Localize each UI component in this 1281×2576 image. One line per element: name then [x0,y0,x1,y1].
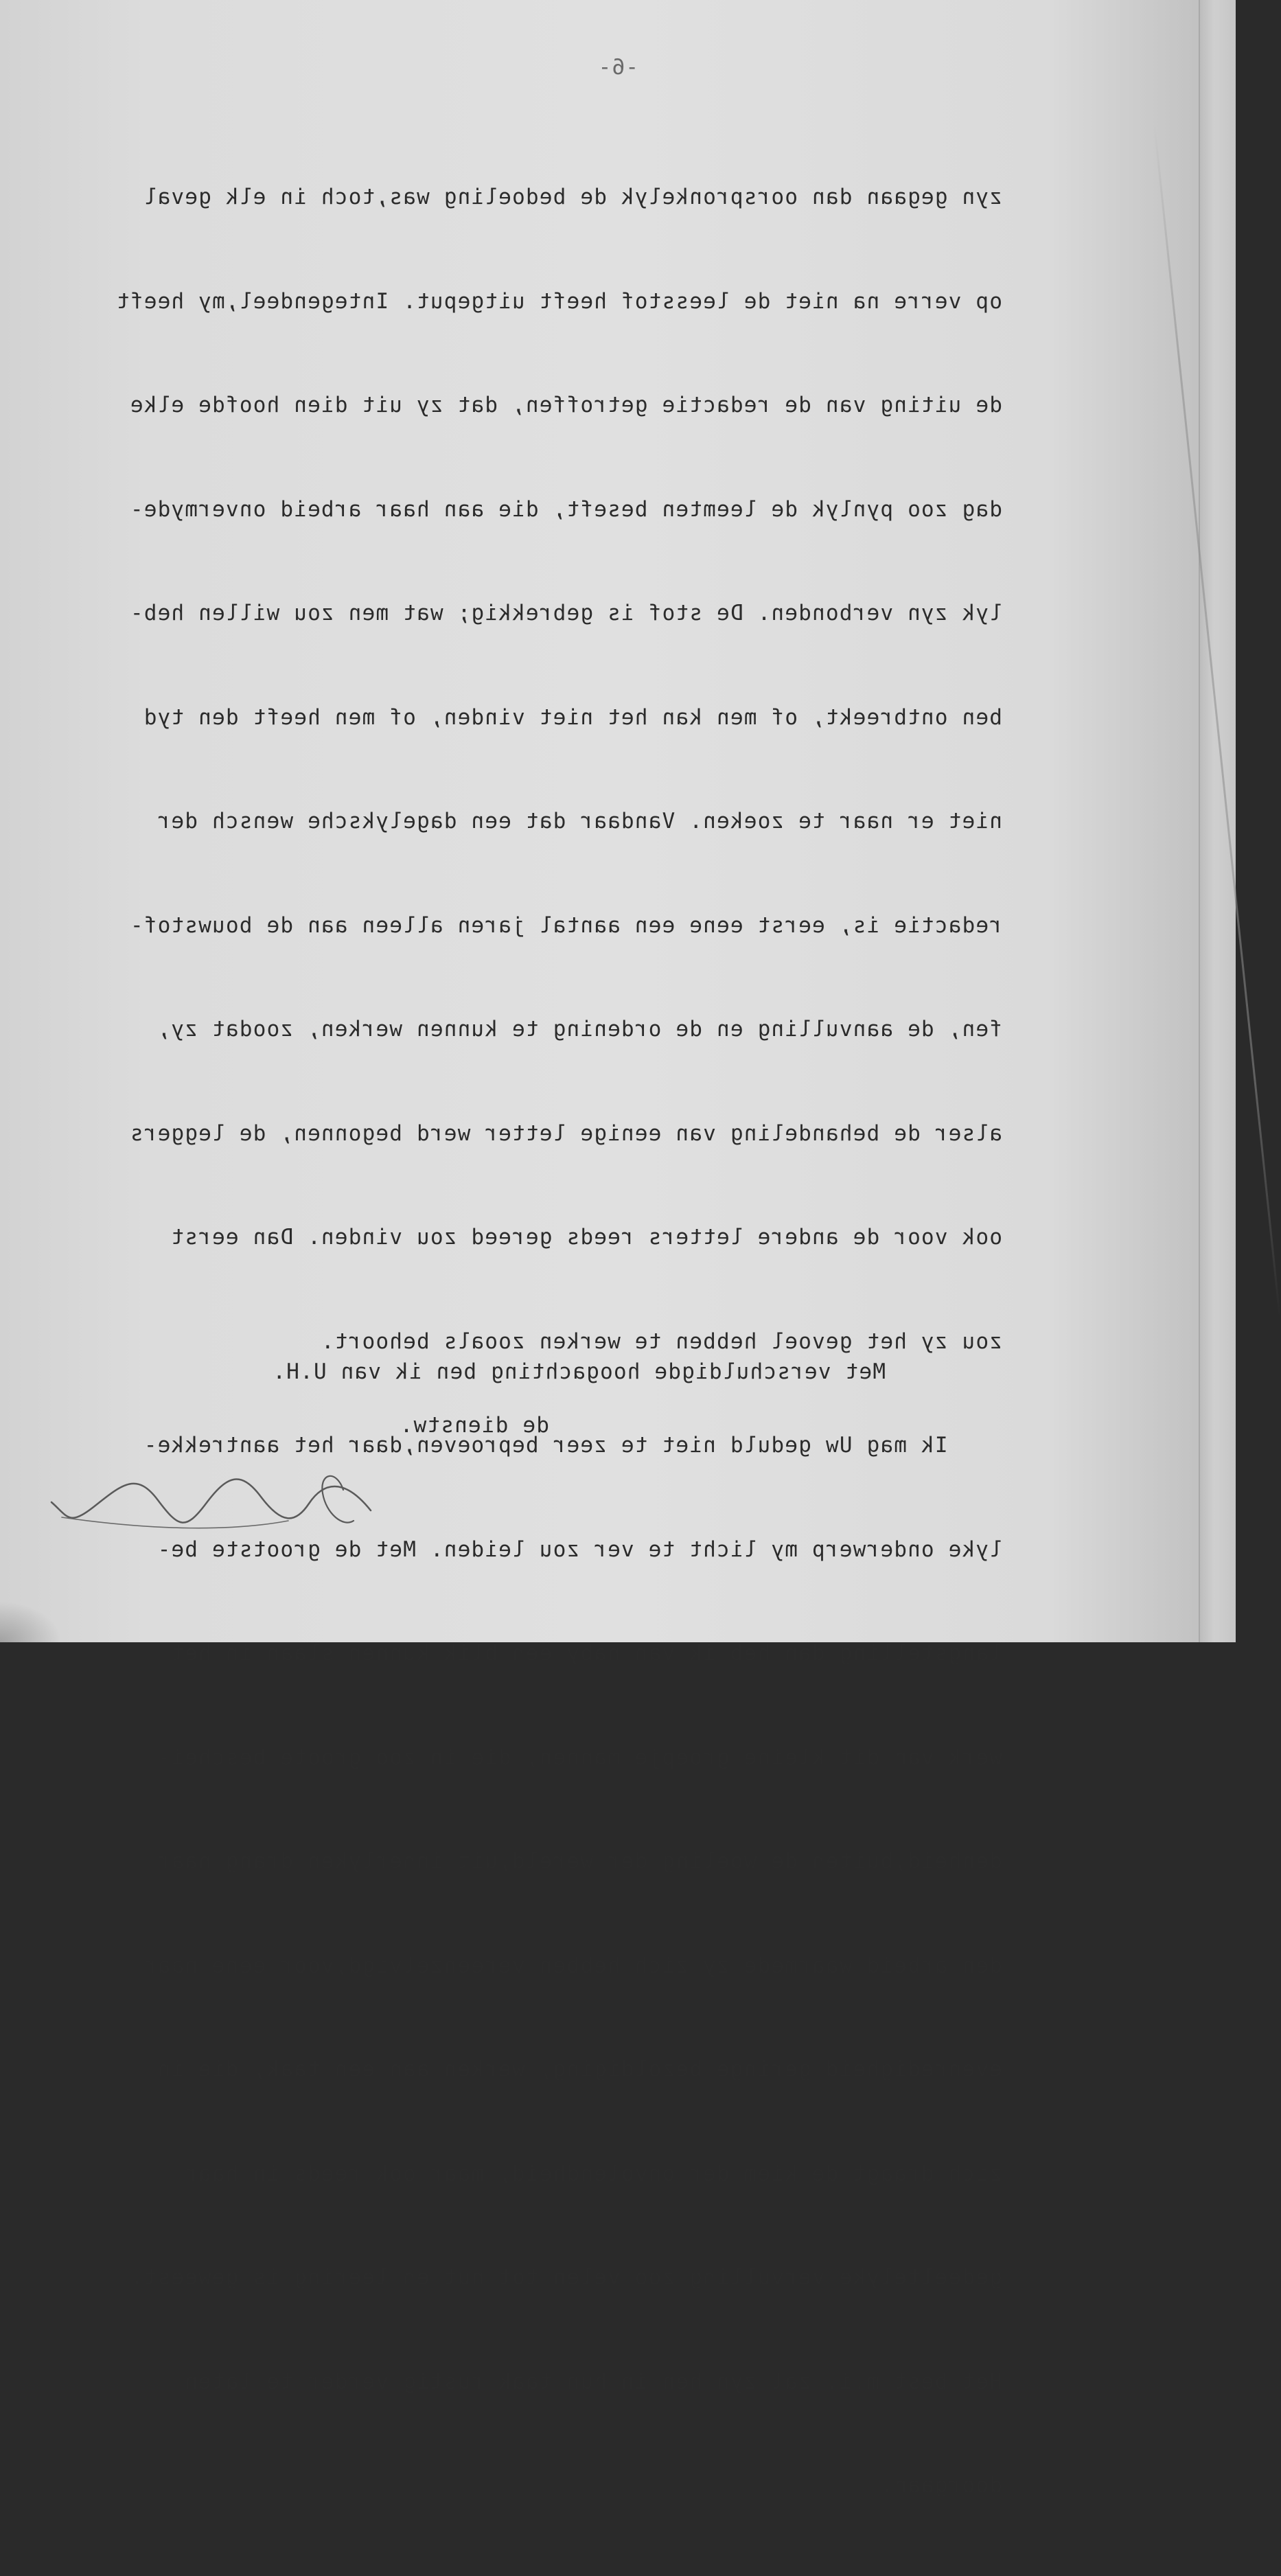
page-number: -6- [597,55,638,80]
body-line: op verre na niet de leesstof heeft uitgeput. Integendeel,my heeft [115,288,1002,314]
body-line: evenredigheid geringe bezoldiging, werken aan een taak, die in [157,2057,1002,2082]
body-line: zou zy het gevoel hebben te werken zooals behoort. [320,1329,1002,1354]
body-line: dag zoo pynlyk de leemten beseft, die aan haar arbeid onvermyde- [129,496,1002,522]
body-line: werk van dit kleine groepje mannen, die in zoo groote beschei- [157,1745,1002,1770]
body-line: doorgaan. [879,2473,1002,2498]
handwritten-signature [41,1462,384,1545]
body-line: redactie is, eerst eene een aantal jaren alleen aan de bouwstof- [129,912,1002,938]
body-line: langstelling dan heb ik van naby een blik kunnen slaan in het [170,1641,1002,1666]
letter-body [116,134,1002,2576]
body-line: fen, de aanvulling en de ordening te kunnen werken, zoodat zy, [157,1017,1002,1042]
body-line: ben ontbreekt, of men kan het niet vinden, of men heeft den tyd [143,704,1002,730]
body-line: ook voor de andere letters reeds gereed zou vinden. Dan eerst [170,1225,1002,1250]
body-line: den arbeid waarmede zy zich hebben vereenzelvigd,voor eene naar [143,1953,1002,1978]
body-line: Het best m.i. zal zyn hen in hun taak rustig verder te laten [184,2369,1002,2394]
body-line: gedeeltelyke vervulling zoo velen tot nut en leering is geweest. [129,2265,1002,2290]
closing-salutation-2: de dienstw. [399,1413,549,1438]
body-line: zich draagt de kiem der onvolendheid, maar ook reeds in haar [184,2161,1002,2186]
scan-smudge [0,1601,62,1642]
closing-salutation: Met verschuldigde hoogachting ben ik van U.H. [272,1359,886,1384]
body-line: niet er naar te zoeken. Vandaar dat een dagelyksche wensch der [157,809,1002,833]
body-line: lyk zyn verbonden. De stof is gebrekkig; wat men zou willen heb- [129,601,1002,625]
body-line: zyn gegaan dan oorspronkelyk de bedoeling was,toch in elk geval [143,185,1002,209]
body-line: alser de behandeling van eenige letter werd begonnen, de leggers [129,1120,1002,1146]
body-line: de uiting van de redactie getroffen, dat zy uit dien hoofde elke [129,393,1002,417]
body-line: denheid,buiten de woeling der wereld,uit innerlyken drang naar [157,1849,1002,1874]
body-line: lyke onderwerp my licht te ver zou leiden. Met de grootste be- [157,1537,1002,1562]
body-line: Ik mag Uw geduld niet te zeer beproeven,daar het aantrekke- [143,1433,1002,1458]
